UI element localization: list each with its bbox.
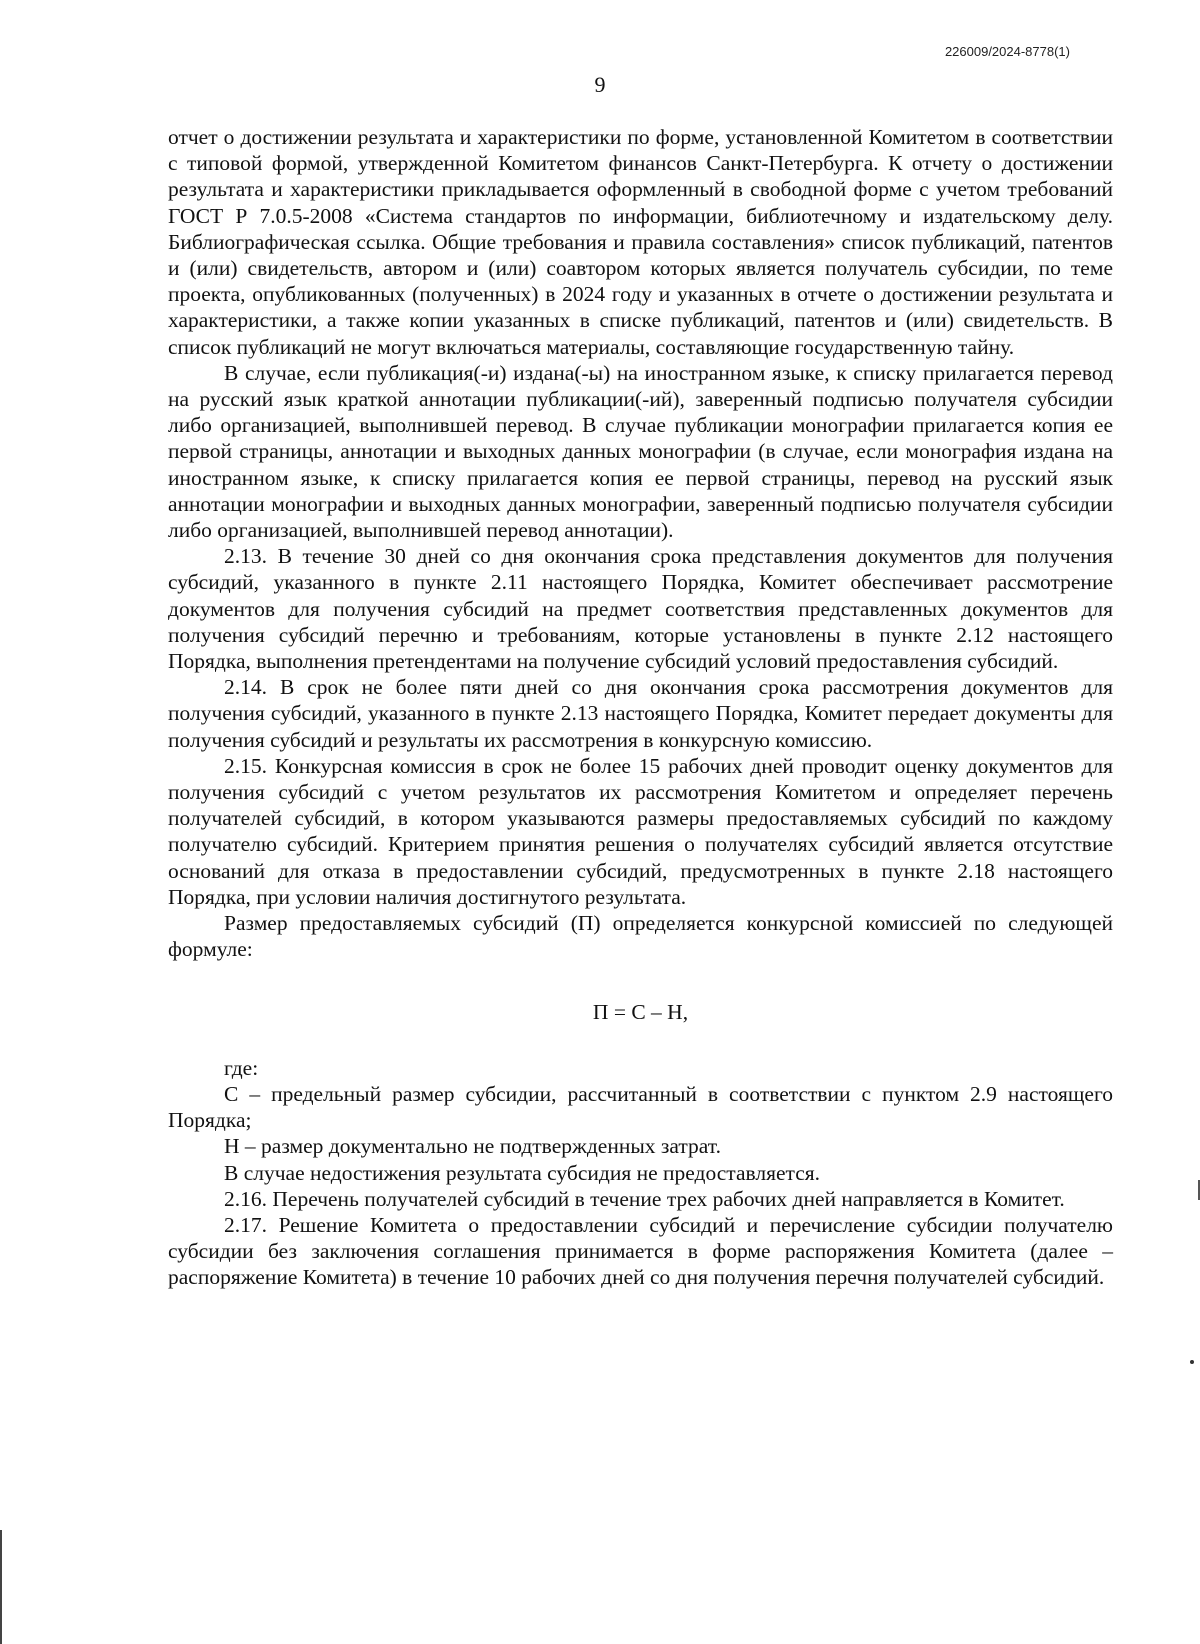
scan-edge-mark-left (0, 1530, 2, 1644)
paragraph-report-continuation: отчет о достижении результата и характеристики по форме, установленной Комитетом в соответствии с типовой формой, утвержденной Комитетом финансов Санкт-Петербурга. К отчету о достижении результата и характеристики прикладывается оформленный в свободной форме с учетом требований ГОСТ Р 7.0.5-2008 «Система стандартов по информации, библиотечному и издательскому делу. Библиографическая ссылка. Общие требования и правила составления» список публикаций, патентов и (или) свидетельств, автором и (или) соавтором которых является получатель субсидии, по теме проекта, опубликованных (полученных) в 2024 году и указанных в отчете о достижении результата и характеристики, а также копии указанных в списке публикаций, патентов и (или) свидетельств. В список публикаций не могут включаться материалы, составляющие государственную тайну. (168, 125, 1113, 359)
page-number: 9 (594, 72, 606, 97)
scan-speck (1190, 1360, 1194, 1364)
paragraph-no-result: В случае недостижения результата субсидия не предоставляется. (224, 1160, 820, 1185)
paragraph-2-14: 2.14. В срок не более пяти дней со дня окончания срока рассмотрения документов для получения субсидий, указанного в пункте 2.13 настоящего Порядка, Комитет передает документы для получения субсидий и результаты их рассмотрения в конкурсную комиссию. (168, 675, 1113, 752)
paragraph-2-13: 2.13. В течение 30 дней со дня окончания срока представления документов для получения субсидий, указанного в пункте 2.11 настоящего Порядка, Комитет обеспечивает рассмотрение документов для получения субсидий на предмет соответствия представленных документов для получения субсидий перечню и требованиям, которые установлены в пункте 2.12 настоящего Порядка, выполнения претендентами на получение субсидий условий предоставления субсидий. (168, 544, 1113, 674)
paragraph-where: где: (224, 1055, 259, 1080)
paragraph-foreign-publication: В случае, если публикация(-и) издана(-ы) на иностранном языке, к списку прилагается перевод на русский язык краткой аннотации публикации(-ий), заверенный подписью получателя субсидии либо организацией, выполнившей перевод. В случае публикации монографии прилагается копия ее первой страницы, аннотации и выходных данных монографии (в случае, если монография издана на иностранном языке, к списку прилагается копия ее первой страницы, перевод на русский язык аннотации монографии и выходных данных монографии, заверенный подписью получателя субсидии либо организацией, выполнившей перевод аннотации). (168, 360, 1113, 543)
document-registration-number: 226009/2024-8778(1) (944, 44, 1070, 59)
paragraph-2-16: 2.16. Перечень получателей субсидий в течение трех рабочих дней направляется в Комитет. (224, 1186, 1065, 1211)
paragraph-definition-h: Н – размер документально не подтвержденных затрат. (224, 1134, 721, 1159)
formula: П = С – Н, (592, 999, 689, 1024)
document-body (168, 124, 1113, 1291)
paragraph-2-15: 2.15. Конкурсная комиссия в срок не более 15 рабочих дней проводит оценку документов для получения субсидий с учетом результатов их рассмотрения Комитетом и определяет перечень получателей субсидий, в котором указываются размеры предоставляемых субсидий по каждому получателю субсидий. Критерием принятия решения о получателях субсидий является отсутствие оснований для отказа в предоставлении субсидий, предусмотренных в пункте 2.18 настоящего Порядка, при условии наличия достигнутого результата. (168, 753, 1113, 909)
paragraph-definition-c: С – предельный размер субсидии, рассчитанный в соответствии с пунктом 2.9 настоящего Порядка; (168, 1081, 1113, 1133)
paragraph-2-17: 2.17. Решение Комитета о предоставлении субсидий и перечисление субсидии получателю субсидии без заключения соглашения принимается в форме распоряжения Комитета (далее – распоряжение Комитета) в течение 10 рабочих дней со дня получения перечня получателей субсидий. (168, 1212, 1113, 1290)
paragraph-subsidy-size: Размер предоставляемых субсидий (П) определяется конкурсной комиссией по следующей формуле: (168, 911, 1113, 962)
